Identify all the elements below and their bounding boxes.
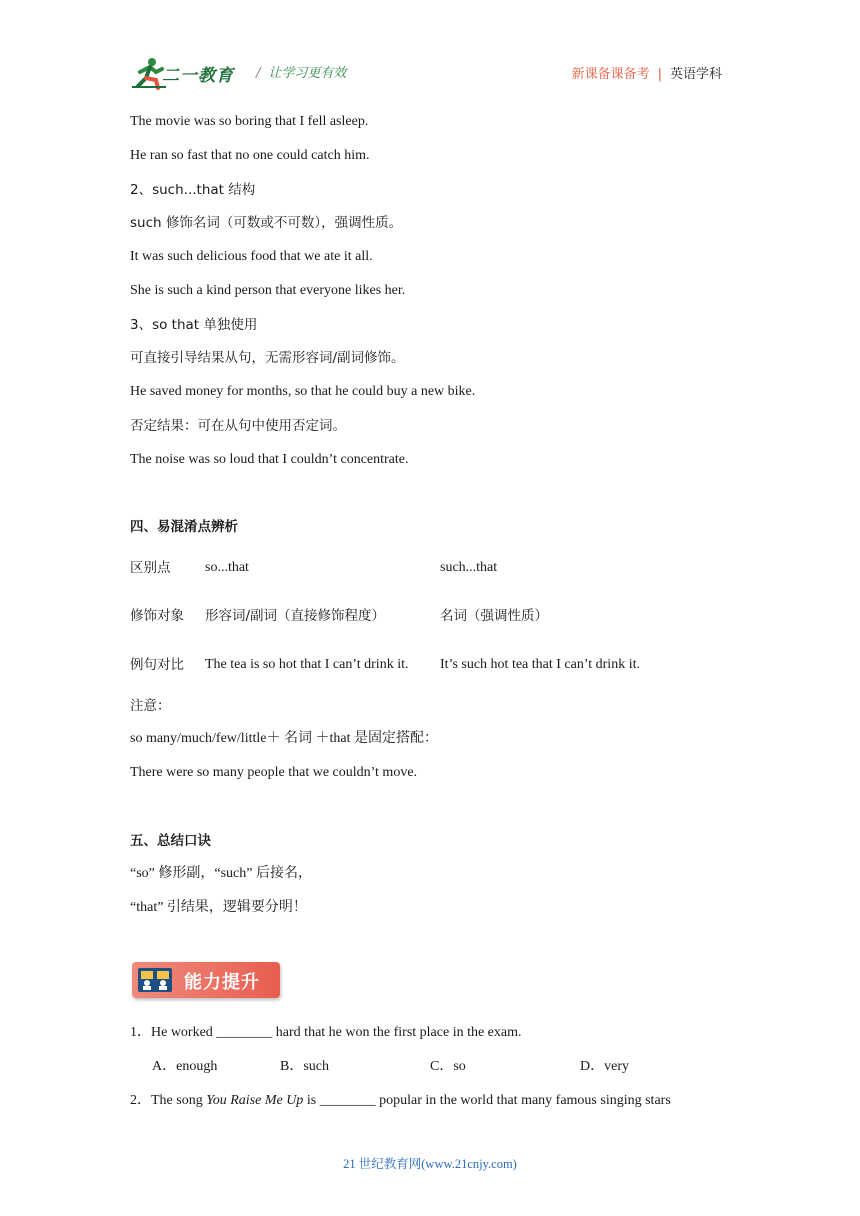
people-board-icon [138, 968, 172, 992]
subheading-such-that: 2、such...that 结构 [130, 182, 256, 198]
section-heading: 五、总结口诀 [130, 833, 211, 849]
option-b[interactable]: B．such [280, 1059, 329, 1074]
question-text: is ________ popular in the world that many famous singing stars [303, 1093, 671, 1108]
text-line: The movie was so boring that I fell asleep. [130, 114, 369, 129]
table-cell: It’s such hot tea that I can’t drink it. [440, 657, 640, 672]
text-line: He saved money for months, so that he could buy a new bike. [130, 384, 476, 399]
mnemonic-line: “so” 修形副，“such” 后接名， [130, 866, 312, 881]
question-text: The song [151, 1093, 207, 1108]
option-c[interactable]: C．so [430, 1059, 466, 1074]
slogan-text: 让学习更有效 [268, 66, 347, 81]
slogan [256, 62, 346, 81]
song-title: You Raise Me Up [206, 1093, 304, 1108]
subheading-so-that: 3、so that 单独使用 [130, 317, 258, 333]
header-right [572, 63, 722, 82]
note-rule: so many/much/few/little＋ 名词 ＋that 是固定搭配： [130, 731, 438, 746]
table-cell: 区别点 [130, 560, 171, 576]
slogan-slash: / [256, 66, 261, 81]
text-line: 否定结果：可在从句中使用否定词。 [130, 418, 346, 434]
option-d[interactable]: D．very [580, 1059, 629, 1074]
table-cell: 名词（强调性质） [440, 608, 548, 624]
table-cell: The tea is so hot that I can’t drink it. [205, 657, 409, 672]
subject-label: 英语学科 [669, 67, 722, 82]
logo-text: 二一教育 [162, 66, 234, 86]
mnemonic-line: “that” 引结果，逻辑要分明！ [130, 900, 307, 915]
text-line: 可直接引导结果从句，无需形容词/副词修饰。 [130, 350, 405, 366]
header-separator: | [657, 67, 662, 82]
text-line: She is such a kind person that everyone likes her. [130, 283, 406, 298]
footer-link[interactable]: 21 世纪教育网(www.21cnjy.com) [343, 1157, 517, 1171]
question-2 [130, 1092, 671, 1110]
text-line: The noise was so loud that I couldn’t concentrate. [130, 452, 409, 467]
table-cell: such...that [440, 560, 498, 575]
page-header [130, 56, 730, 90]
ability-banner [132, 962, 280, 998]
option-a[interactable]: A．enough [152, 1059, 218, 1074]
text-line: such 修饰名词（可数或不可数），强调性质。 [130, 215, 403, 231]
question-text: He worked ________ hard that he won the first place in the exam. [151, 1025, 522, 1040]
table-cell: 形容词/副词（直接修饰程度） [205, 608, 386, 624]
note-label: 注意： [130, 698, 171, 714]
table-cell: 修饰对象 [130, 608, 184, 624]
course-label: 新课备课备考 [571, 67, 650, 82]
text-line: He ran so fast that no one could catch him. [130, 148, 370, 163]
table-cell: so...that [205, 560, 249, 575]
question-number: 2． [130, 1093, 151, 1108]
logo [130, 56, 250, 90]
table-cell: 例句对比 [130, 657, 184, 673]
banner-text: 能力提升 [184, 972, 260, 993]
note-example: There were so many people that we couldn’t move. [130, 765, 418, 780]
question-1 [130, 1024, 522, 1042]
question-number: 1． [130, 1025, 151, 1040]
section-heading: 四、易混淆点辨析 [130, 519, 238, 535]
text-line: It was such delicious food that we ate it all. [130, 249, 373, 264]
